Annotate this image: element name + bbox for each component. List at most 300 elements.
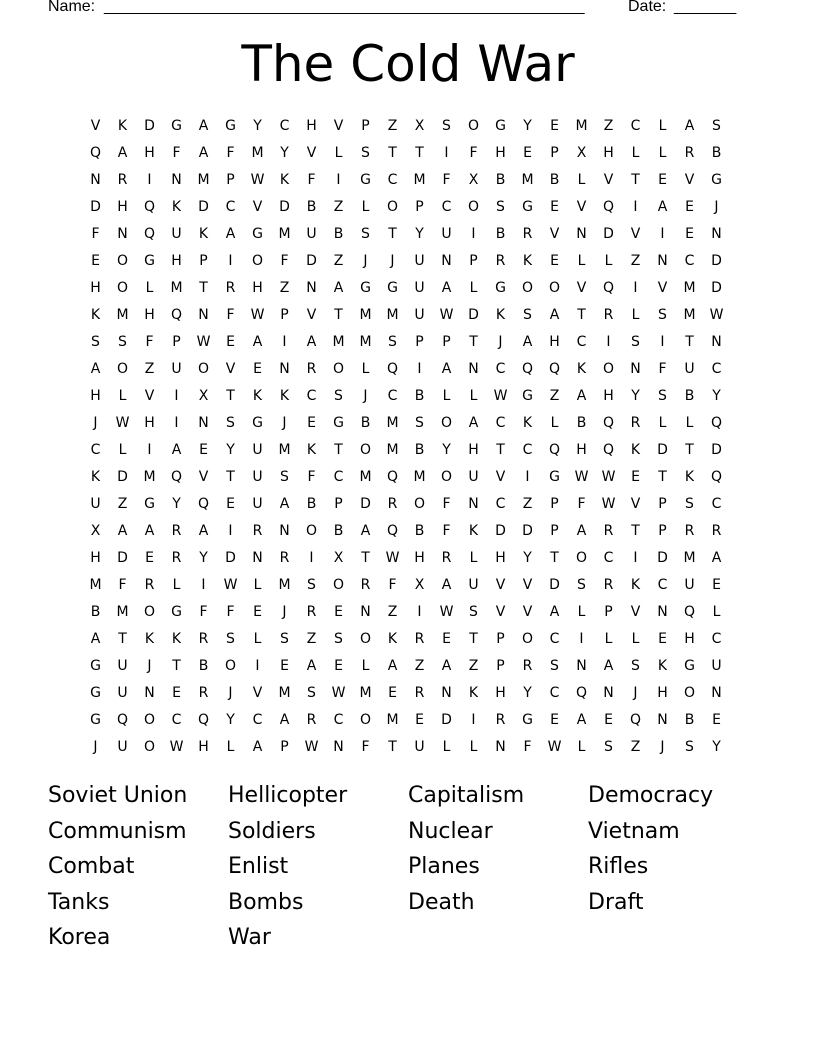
grid-letter[interactable]: C [333,711,344,728]
grid-letter[interactable]: T [496,441,505,458]
grid-letter[interactable]: Z [549,387,560,404]
grid-letter[interactable]: B [495,225,506,242]
grid-letter[interactable]: P [280,306,289,323]
grid-letter[interactable]: G [171,117,182,134]
grid-letter[interactable]: R [522,225,533,242]
grid-letter[interactable]: A [90,360,101,377]
grid-letter[interactable]: Q [143,225,156,242]
grid-letter[interactable]: A [684,117,695,134]
grid-letter[interactable]: Q [89,144,102,161]
grid-letter[interactable]: V [495,603,506,620]
grid-letter[interactable]: L [658,144,667,161]
grid-letter[interactable]: R [306,360,317,377]
grid-letter[interactable]: Z [306,630,317,647]
grid-letter[interactable]: K [468,522,479,539]
grid-letter[interactable]: Z [333,198,344,215]
grid-letter[interactable]: M [683,279,696,296]
grid-letter[interactable]: M [278,576,291,593]
grid-letter[interactable]: U [252,441,263,458]
grid-letter[interactable]: R [684,522,695,539]
grid-letter[interactable]: F [388,576,397,593]
grid-letter[interactable]: U [171,225,182,242]
grid-letter[interactable]: Z [414,657,425,674]
grid-letter[interactable]: M [143,468,156,485]
grid-letter[interactable]: X [468,171,479,188]
grid-letter[interactable]: W [196,333,211,350]
grid-letter[interactable]: P [415,198,424,215]
grid-letter[interactable]: M [278,441,291,458]
grid-letter[interactable]: Y [415,225,424,242]
grid-letter[interactable]: M [386,414,399,431]
grid-letter[interactable]: X [414,117,425,134]
grid-letter[interactable]: X [90,522,101,539]
grid-letter[interactable]: P [334,495,343,512]
grid-letter[interactable]: I [309,549,314,566]
grid-letter[interactable]: T [577,306,586,323]
grid-letter[interactable]: L [631,306,640,323]
grid-letter[interactable]: S [415,414,424,431]
grid-letter[interactable]: B [360,414,371,431]
grid-letter[interactable]: Y [712,738,721,755]
grid-letter[interactable]: X [198,387,209,404]
grid-letter[interactable]: R [306,603,317,620]
grid-letter[interactable]: A [441,576,452,593]
grid-letter[interactable]: C [387,171,398,188]
grid-letter[interactable]: N [198,414,209,431]
grid-letter[interactable]: V [684,171,695,188]
grid-letter[interactable]: P [550,495,559,512]
grid-letter[interactable]: Q [575,684,588,701]
grid-letter[interactable]: M [332,333,345,350]
grid-letter[interactable]: T [550,549,559,566]
grid-letter[interactable]: E [91,252,100,269]
grid-letter[interactable]: K [387,630,398,647]
grid-letter[interactable]: B [198,657,209,674]
grid-letter[interactable]: A [306,657,317,674]
grid-letter[interactable]: O [143,603,156,620]
grid-letter[interactable]: M [359,306,372,323]
grid-letter[interactable]: O [386,198,399,215]
grid-letter[interactable]: L [442,387,451,404]
grid-letter[interactable]: B [684,711,695,728]
grid-letter[interactable]: L [712,603,721,620]
grid-letter[interactable]: T [361,549,370,566]
grid-letter[interactable]: T [658,468,667,485]
grid-letter[interactable]: E [604,711,613,728]
grid-letter[interactable]: U [117,684,128,701]
grid-letter[interactable]: Q [602,441,615,458]
grid-letter[interactable]: Q [386,522,399,539]
grid-letter[interactable]: M [683,549,696,566]
grid-letter[interactable]: D [657,549,668,566]
grid-letter[interactable]: N [576,657,587,674]
grid-letter[interactable]: N [657,711,668,728]
grid-letter[interactable]: H [144,144,155,161]
grid-letter[interactable]: D [306,252,317,269]
grid-letter[interactable]: V [657,279,668,296]
grid-letter[interactable]: H [495,144,506,161]
grid-letter[interactable]: V [576,198,587,215]
grid-letter[interactable]: G [252,225,263,242]
grid-letter[interactable]: E [658,630,667,647]
grid-letter[interactable]: F [442,171,451,188]
grid-letter[interactable]: D [711,279,722,296]
grid-letter[interactable]: A [360,522,371,539]
grid-letter[interactable]: Q [602,198,615,215]
grid-letter[interactable]: P [226,171,235,188]
grid-letter[interactable]: K [90,468,101,485]
grid-letter[interactable]: I [660,333,665,350]
grid-letter[interactable]: N [576,225,587,242]
grid-letter[interactable]: S [685,495,694,512]
grid-letter[interactable]: Z [333,252,344,269]
grid-letter[interactable]: J [93,414,98,431]
grid-letter[interactable]: E [685,225,694,242]
grid-letter[interactable]: P [604,603,613,620]
grid-letter[interactable]: O [521,279,534,296]
grid-letter[interactable]: W [385,549,400,566]
grid-letter[interactable]: R [225,279,236,296]
grid-letter[interactable]: R [603,576,614,593]
grid-letter[interactable]: G [90,711,101,728]
grid-letter[interactable]: H [144,306,155,323]
grid-letter[interactable]: C [252,711,263,728]
grid-letter[interactable]: B [414,441,425,458]
grid-letter[interactable]: I [174,387,179,404]
grid-letter[interactable]: G [144,495,155,512]
grid-letter[interactable]: K [144,630,155,647]
grid-letter[interactable]: C [171,711,182,728]
grid-letter[interactable]: J [147,657,152,674]
grid-letter[interactable]: Z [144,360,155,377]
grid-letter[interactable]: I [606,333,611,350]
grid-letter[interactable]: H [576,441,587,458]
grid-letter[interactable]: O [224,657,237,674]
grid-letter[interactable]: J [498,333,503,350]
grid-letter[interactable]: R [414,630,425,647]
grid-letter[interactable]: C [90,441,101,458]
grid-letter[interactable]: B [711,144,722,161]
grid-letter[interactable]: S [91,333,100,350]
grid-letter[interactable]: C [441,198,452,215]
grid-letter[interactable]: U [90,495,101,512]
date-field[interactable]: _______ [674,0,737,15]
grid-letter[interactable]: F [658,360,667,377]
grid-letter[interactable]: F [172,144,181,161]
grid-letter[interactable]: L [631,630,640,647]
grid-letter[interactable]: S [658,387,667,404]
grid-letter[interactable]: S [118,333,127,350]
grid-letter[interactable]: G [522,198,533,215]
grid-letter[interactable]: L [469,279,478,296]
grid-letter[interactable]: W [439,306,454,323]
grid-letter[interactable]: I [201,576,206,593]
grid-letter[interactable]: C [549,630,560,647]
grid-letter[interactable]: R [603,306,614,323]
grid-letter[interactable]: L [334,144,343,161]
grid-letter[interactable]: A [225,225,236,242]
grid-letter[interactable]: F [145,333,154,350]
grid-letter[interactable]: E [631,468,640,485]
grid-letter[interactable]: O [359,711,372,728]
grid-letter[interactable]: C [279,117,290,134]
grid-letter[interactable]: S [550,657,559,674]
grid-letter[interactable]: L [577,252,586,269]
grid-letter[interactable]: D [657,441,668,458]
grid-letter[interactable]: F [226,603,235,620]
grid-letter[interactable]: R [360,576,371,593]
grid-letter[interactable]: B [333,225,344,242]
grid-letter[interactable]: M [116,306,129,323]
grid-letter[interactable]: I [471,711,476,728]
grid-letter[interactable]: Z [387,117,398,134]
grid-letter[interactable]: J [390,252,395,269]
grid-letter[interactable]: U [414,738,425,755]
grid-letter[interactable]: U [117,738,128,755]
grid-letter[interactable]: S [577,576,586,593]
grid-letter[interactable]: I [471,225,476,242]
grid-letter[interactable]: C [495,360,506,377]
grid-letter[interactable]: D [279,198,290,215]
grid-letter[interactable]: L [604,252,613,269]
grid-letter[interactable]: S [307,576,316,593]
grid-letter[interactable]: D [198,198,209,215]
grid-letter[interactable]: O [116,360,129,377]
grid-letter[interactable]: G [360,279,371,296]
grid-letter[interactable]: A [576,387,587,404]
grid-letter[interactable]: G [360,171,371,188]
grid-letter[interactable]: H [684,630,695,647]
grid-letter[interactable]: E [388,684,397,701]
grid-letter[interactable]: K [522,414,533,431]
grid-letter[interactable]: K [306,441,317,458]
grid-letter[interactable]: T [118,630,127,647]
grid-letter[interactable]: L [577,738,586,755]
grid-letter[interactable]: T [469,333,478,350]
grid-letter[interactable]: P [658,522,667,539]
grid-letter[interactable]: Q [521,360,534,377]
grid-letter[interactable]: L [469,549,478,566]
grid-letter[interactable]: V [306,144,317,161]
grid-letter[interactable]: Y [199,549,208,566]
grid-letter[interactable]: I [417,603,422,620]
grid-letter[interactable]: S [631,657,640,674]
grid-letter[interactable]: S [388,333,397,350]
grid-letter[interactable]: N [144,684,155,701]
grid-letter[interactable]: K [576,360,587,377]
grid-letter[interactable]: M [575,117,588,134]
grid-letter[interactable]: O [251,252,264,269]
grid-letter[interactable]: A [576,522,587,539]
grid-letter[interactable]: N [657,603,668,620]
grid-letter[interactable]: A [387,657,398,674]
grid-letter[interactable]: Q [683,603,696,620]
grid-letter[interactable]: W [601,495,616,512]
grid-letter[interactable]: X [333,549,344,566]
grid-letter[interactable]: L [442,738,451,755]
grid-letter[interactable]: A [549,603,560,620]
grid-letter[interactable]: S [631,333,640,350]
grid-letter[interactable]: V [603,171,614,188]
grid-letter[interactable]: N [711,225,722,242]
grid-letter[interactable]: E [307,414,316,431]
grid-letter[interactable]: W [601,468,616,485]
grid-letter[interactable]: G [90,657,101,674]
grid-letter[interactable]: S [469,603,478,620]
grid-letter[interactable]: N [603,684,614,701]
grid-letter[interactable]: O [440,468,453,485]
grid-letter[interactable]: Z [603,117,614,134]
grid-letter[interactable]: O [602,360,615,377]
grid-letter[interactable]: I [444,144,449,161]
grid-letter[interactable]: E [550,711,559,728]
grid-letter[interactable]: Z [387,603,398,620]
grid-letter[interactable]: Q [710,468,723,485]
grid-letter[interactable]: E [172,684,181,701]
grid-letter[interactable]: S [361,225,370,242]
grid-letter[interactable]: M [359,468,372,485]
grid-letter[interactable]: U [252,468,263,485]
grid-letter[interactable]: L [469,738,478,755]
grid-letter[interactable]: V [630,495,641,512]
grid-letter[interactable]: V [495,468,506,485]
grid-letter[interactable]: H [90,279,101,296]
grid-letter[interactable]: A [198,117,209,134]
grid-letter[interactable]: F [307,468,316,485]
grid-letter[interactable]: Q [197,711,210,728]
grid-letter[interactable]: L [577,171,586,188]
grid-letter[interactable]: F [577,495,586,512]
grid-letter[interactable]: E [253,360,262,377]
grid-letter[interactable]: P [496,657,505,674]
grid-letter[interactable]: I [228,522,233,539]
grid-letter[interactable]: O [143,738,156,755]
grid-letter[interactable]: M [386,711,399,728]
grid-letter[interactable]: O [575,549,588,566]
grid-letter[interactable]: D [225,549,236,566]
grid-letter[interactable]: D [495,522,506,539]
grid-letter[interactable]: O [683,684,696,701]
grid-letter[interactable]: M [278,225,291,242]
grid-letter[interactable]: A [252,333,263,350]
grid-letter[interactable]: Q [170,468,183,485]
grid-letter[interactable]: G [522,387,533,404]
grid-letter[interactable]: O [440,414,453,431]
grid-letter[interactable]: C [522,441,533,458]
grid-letter[interactable]: M [89,576,102,593]
grid-letter[interactable]: C [333,468,344,485]
grid-letter[interactable]: Q [386,360,399,377]
grid-letter[interactable]: F [199,603,208,620]
grid-letter[interactable]: N [171,171,182,188]
grid-letter[interactable]: L [253,630,262,647]
grid-letter[interactable]: F [469,144,478,161]
grid-letter[interactable]: E [523,144,532,161]
grid-letter[interactable]: X [414,576,425,593]
grid-letter[interactable]: J [228,684,233,701]
grid-letter[interactable]: P [442,333,451,350]
grid-letter[interactable]: M [197,171,210,188]
grid-letter[interactable]: M [359,684,372,701]
grid-letter[interactable]: Q [386,468,399,485]
grid-letter[interactable]: E [712,711,721,728]
grid-letter[interactable]: R [198,684,209,701]
grid-letter[interactable]: A [522,333,533,350]
grid-letter[interactable]: C [549,684,560,701]
grid-letter[interactable]: M [521,171,534,188]
grid-letter[interactable]: C [576,333,587,350]
grid-letter[interactable]: R [144,576,155,593]
grid-letter[interactable]: C [657,576,668,593]
grid-letter[interactable]: S [226,630,235,647]
grid-letter[interactable]: A [306,333,317,350]
grid-letter[interactable]: K [252,387,263,404]
grid-letter[interactable]: Z [630,252,641,269]
grid-letter[interactable]: V [225,360,236,377]
grid-letter[interactable]: F [280,252,289,269]
grid-letter[interactable]: Z [279,279,290,296]
grid-letter[interactable]: S [658,306,667,323]
grid-letter[interactable]: Z [117,495,128,512]
grid-letter[interactable]: E [550,117,559,134]
grid-letter[interactable]: P [361,117,370,134]
grid-letter[interactable]: N [441,684,452,701]
grid-letter[interactable]: P [172,333,181,350]
grid-letter[interactable]: K [279,387,290,404]
grid-letter[interactable]: Y [226,711,235,728]
grid-letter[interactable]: B [684,387,695,404]
grid-letter[interactable]: K [171,198,182,215]
grid-letter[interactable]: B [576,414,587,431]
grid-letter[interactable]: T [631,171,640,188]
grid-letter[interactable]: C [495,414,506,431]
grid-letter[interactable]: O [116,252,129,269]
grid-letter[interactable]: N [495,738,506,755]
grid-letter[interactable]: D [711,252,722,269]
grid-letter[interactable]: V [522,603,533,620]
grid-letter[interactable]: R [603,522,614,539]
grid-letter[interactable]: J [633,684,638,701]
grid-letter[interactable]: T [199,279,208,296]
grid-letter[interactable]: H [90,549,101,566]
grid-letter[interactable]: U [414,306,425,323]
grid-letter[interactable]: F [307,171,316,188]
grid-letter[interactable]: G [495,117,506,134]
grid-letter[interactable]: N [279,360,290,377]
grid-letter[interactable]: A [711,549,722,566]
grid-letter[interactable]: F [442,522,451,539]
grid-letter[interactable]: L [145,279,154,296]
grid-letter[interactable]: P [550,522,559,539]
grid-letter[interactable]: U [711,657,722,674]
grid-letter[interactable]: G [711,171,722,188]
grid-letter[interactable]: T [388,144,397,161]
grid-letter[interactable]: I [579,630,584,647]
grid-letter[interactable]: D [468,306,479,323]
grid-letter[interactable]: J [282,603,287,620]
grid-letter[interactable]: H [414,549,425,566]
grid-letter[interactable]: G [144,252,155,269]
grid-letter[interactable]: O [359,630,372,647]
grid-letter[interactable]: Y [442,441,451,458]
grid-letter[interactable]: I [417,360,422,377]
grid-letter[interactable]: O [143,711,156,728]
grid-letter[interactable]: Q [116,711,129,728]
grid-letter[interactable]: H [603,387,614,404]
grid-letter[interactable]: M [413,468,426,485]
grid-letter[interactable]: A [90,630,101,647]
grid-letter[interactable]: A [333,279,344,296]
